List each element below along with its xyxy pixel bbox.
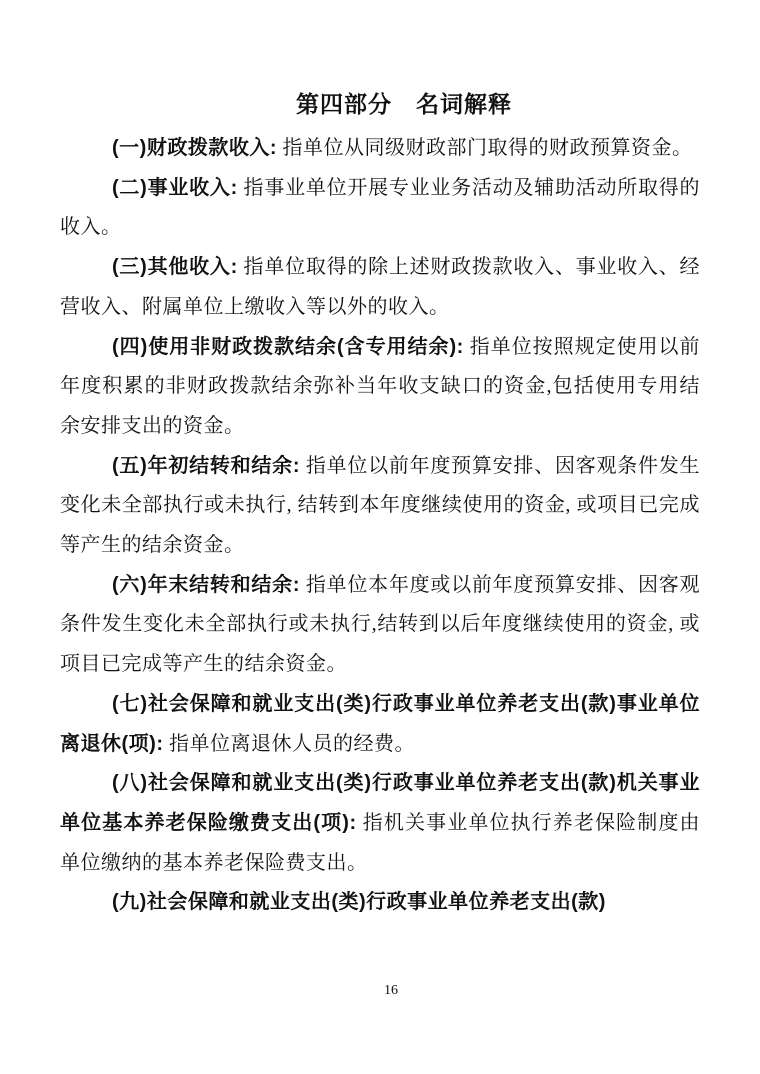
glossary-item-4 [60, 328, 700, 447]
page-number: 16 [384, 983, 398, 998]
glossary-term: (八)社会保障和就业支出(类)行政事业单位养老支出(款)机关事业单位基本养老保险缴费支出(项): [60, 772, 700, 834]
glossary-definition: 指单位取得的除上述财政拨款收入、事业收入、经营收入、附属单位上缴收入等以外的收入。 [60, 256, 700, 318]
glossary-item-5 [60, 447, 700, 566]
glossary-item-1 [60, 129, 700, 169]
glossary-definition: 指单位从同级财政部门取得的财政预算资金。 [276, 137, 693, 159]
glossary-definition: 指机关事业单位执行养老保险制度由单位缴纳的基本养老保险费支出。 [60, 811, 700, 874]
glossary-term: (五)年初结转和结余: [112, 454, 301, 477]
glossary-term: (六)年末结转和结余: [112, 573, 301, 596]
glossary-item-3 [60, 248, 700, 327]
glossary-item-6 [60, 566, 700, 685]
glossary-definition: 指单位以前年度预算安排、因客观条件发生变化未全部执行或未执行, 结转到本年度继续使用的资金, 或项目已完成等产生的结余资金。 [60, 454, 701, 557]
glossary-item-2 [60, 169, 700, 248]
glossary-term: (一)财政拨款收入: [112, 137, 277, 159]
glossary-term: (七)社会保障和就业支出(类)行政事业单位养老支出(款)事业单位离退休(项): [60, 692, 700, 755]
glossary-term: (四)使用非财政拨款结余(含专用结余): [112, 335, 464, 358]
glossary-term: (九)社会保障和就业支出(类)行政事业单位养老支出(款) [112, 891, 606, 914]
page-title: 第四部分 名词解释 [296, 91, 512, 117]
glossary-item-9 [60, 883, 700, 923]
glossary-definition: 指事业单位开展专业业务活动及辅助活动所取得的收入。 [60, 176, 700, 239]
glossary-term: (二)事业收入: [112, 176, 238, 199]
glossary-definition: 指单位本年度或以前年度预算安排、因客观条件发生变化未全部执行或未执行,结转到以后年度继续使用的资金, 或项目已完成等产生的结余资金。 [60, 573, 701, 676]
glossary-definition: 指单位按照规定使用以前年度积累的非财政拨款结余弥补当年收支缺口的资金,包括使用专用结余安排支出的资金。 [60, 335, 700, 437]
glossary-item-8 [60, 764, 700, 883]
glossary-definition: 指单位离退休人员的经费。 [163, 732, 415, 755]
glossary-term: (三)其他收入: [112, 256, 238, 279]
glossary-item-7 [60, 685, 700, 764]
